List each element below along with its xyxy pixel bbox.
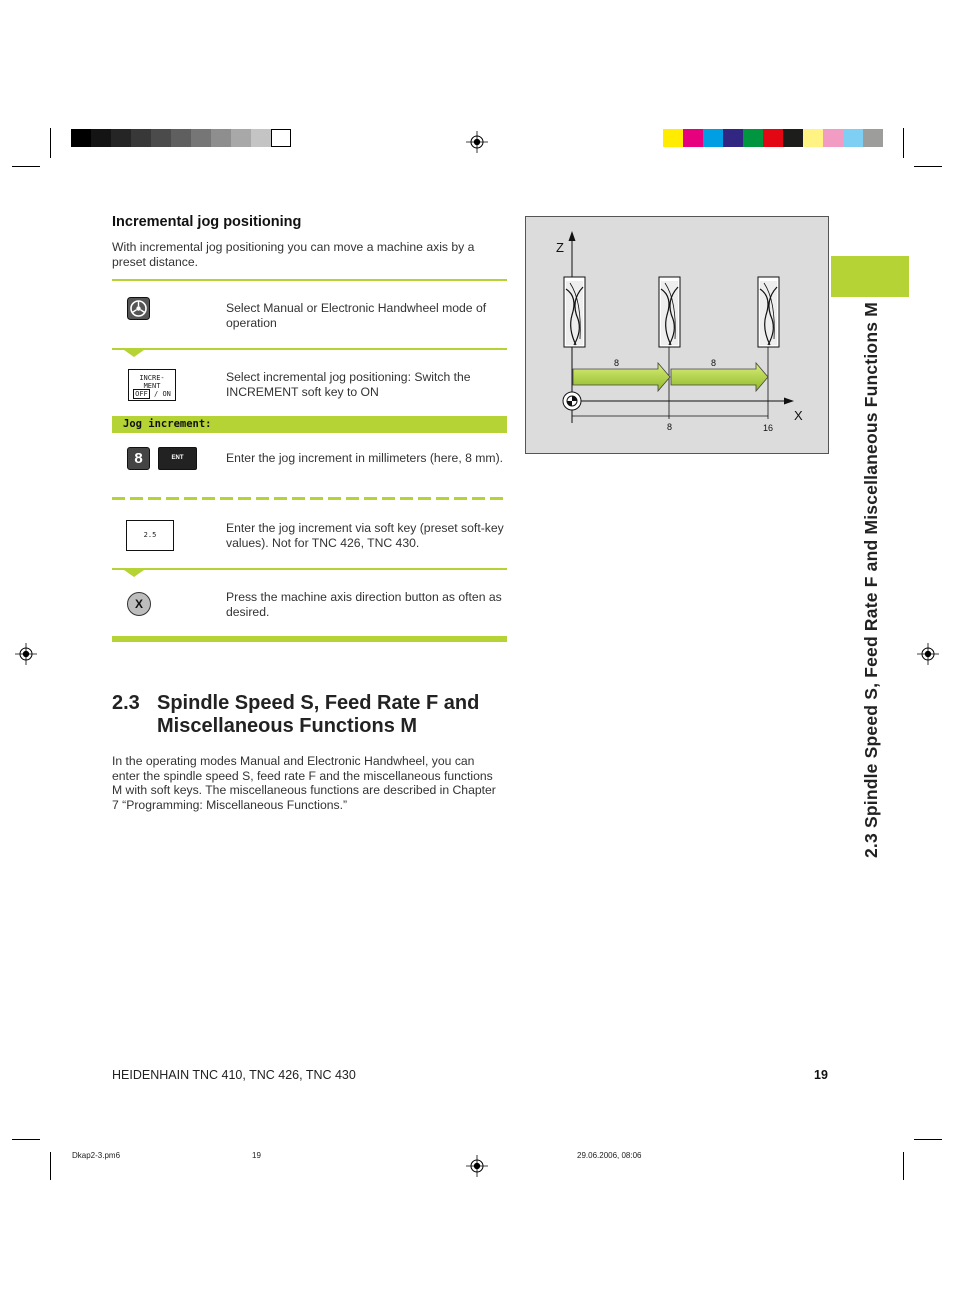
- milling-tool-icon: [758, 277, 779, 347]
- calibration-swatch: [171, 129, 191, 147]
- increment-softkey[interactable]: [128, 369, 176, 401]
- calibration-swatch: [863, 129, 883, 147]
- side-title-box: [856, 218, 886, 858]
- jog-increment-dialog: Jog increment:: [112, 416, 507, 433]
- jog-figure-drawing: [526, 217, 828, 453]
- slug-file: Dkap2-3.pm6: [72, 1151, 121, 1160]
- calibration-swatch: [271, 129, 291, 147]
- axis-tick-label: 16: [763, 423, 774, 433]
- calibration-swatch: [683, 129, 703, 147]
- divider: [112, 279, 507, 281]
- softkey-label-line1: INCRE-: [139, 374, 165, 382]
- end-bar: [112, 636, 507, 642]
- divider-notch: [124, 570, 144, 577]
- calibration-swatch: [151, 129, 171, 147]
- heading-line-2: Miscellaneous Functions M: [157, 715, 418, 737]
- softkey-label-line2: MENT: [143, 382, 161, 390]
- registration-mark-icon: [466, 131, 488, 153]
- step-label: 8: [711, 358, 717, 368]
- calibration-swatch: [91, 129, 111, 147]
- axis-tick-label: 8: [667, 422, 673, 432]
- crop-mark: [914, 166, 942, 167]
- footer-product: HEIDENHAIN TNC 410, TNC 426, TNC 430: [112, 1068, 356, 1082]
- calibration-swatch: [111, 129, 131, 147]
- step-3-text: Enter the jog increment in millimeters (here, 8 mm).: [226, 451, 504, 465]
- milling-tool-icon: [659, 277, 680, 347]
- footer-page-number: 19: [814, 1068, 828, 1082]
- softkey-on: ON: [162, 390, 171, 398]
- step-2-text: Select incremental jog positioning: Switch the INCREMENT soft key to ON: [226, 370, 471, 399]
- datum-symbol-icon: [563, 392, 581, 410]
- slug-page: 19: [252, 1151, 261, 1160]
- calibration-swatch: [703, 129, 723, 147]
- calibration-swatch: [803, 129, 823, 147]
- registration-mark-icon: [466, 1155, 488, 1177]
- softkey-toggle: OFF / ON: [135, 390, 171, 398]
- dashed-divider: [112, 497, 507, 500]
- registration-mark-icon: [917, 643, 939, 665]
- crop-mark: [50, 1152, 51, 1180]
- z-axis-label: Z: [556, 240, 564, 255]
- x-axis-direction-key[interactable]: X: [127, 592, 151, 616]
- calibration-swatch: [251, 129, 271, 147]
- calibration-swatch: [763, 129, 783, 147]
- slug-date: 29.06.2006, 08:06: [577, 1151, 642, 1160]
- calibration-swatch: [723, 129, 743, 147]
- calibration-swatch: [71, 129, 91, 147]
- step-5-text: Press the machine axis direction button as often as desired.: [226, 590, 502, 619]
- preset-value-softkey[interactable]: 2.5: [126, 520, 174, 551]
- crop-mark: [903, 1152, 904, 1180]
- section-paragraph: In the operating modes Manual and Electronic Handwheel, you can enter the spindle speed S, feed rate F and the miscellaneous functions M with soft keys. The miscellaneous functions are described in Chapter 7 “Programming: Miscellaneous Functions.”: [112, 754, 496, 812]
- divider-notch: [124, 350, 144, 357]
- step-4-text: Enter the jog increment via soft key (preset soft-key values). Not for TNC 426, TNC 430.: [226, 521, 504, 550]
- handwheel-mode-key-icon[interactable]: [127, 297, 150, 320]
- registration-mark-icon: [15, 643, 37, 665]
- calibration-swatch: [783, 129, 803, 147]
- digit-8-key[interactable]: 8: [127, 447, 150, 470]
- crop-mark: [914, 1139, 942, 1140]
- step-1-text: Select Manual or Electronic Handwheel mode of operation: [226, 301, 487, 330]
- calibration-swatch: [211, 129, 231, 147]
- heading-line-1: Spindle Speed S, Feed Rate F and: [157, 692, 480, 714]
- calibration-swatch: [131, 129, 151, 147]
- jog-figure: [525, 216, 829, 454]
- section-heading: Incremental jog positioning: [112, 214, 302, 230]
- ent-key[interactable]: ENT: [158, 447, 197, 470]
- crop-mark: [50, 128, 51, 158]
- crop-mark: [12, 1139, 40, 1140]
- step-arrow-icon: [573, 363, 670, 391]
- milling-tool-icon: [564, 277, 585, 347]
- calibration-swatch: [743, 129, 763, 147]
- calibration-swatch: [823, 129, 843, 147]
- crop-mark: [12, 166, 40, 167]
- softkey-off: OFF: [135, 390, 148, 398]
- section-intro: With incremental jog positioning you can move a machine axis by a preset distance.: [112, 240, 475, 269]
- calibration-swatch: [663, 129, 683, 147]
- divider: [112, 568, 507, 570]
- calibration-swatch: [231, 129, 251, 147]
- side-title: 2.3 Spindle Speed S, Feed Rate F and Miscellaneous Functions M: [861, 302, 881, 858]
- step-label: 8: [614, 358, 620, 368]
- x-axis-label: X: [794, 408, 803, 423]
- heading-number: 2.3: [112, 692, 140, 714]
- divider: [112, 348, 507, 350]
- crop-mark: [903, 128, 904, 158]
- calibration-swatch: [843, 129, 863, 147]
- step-arrow-icon: [671, 363, 768, 391]
- calibration-swatch: [191, 129, 211, 147]
